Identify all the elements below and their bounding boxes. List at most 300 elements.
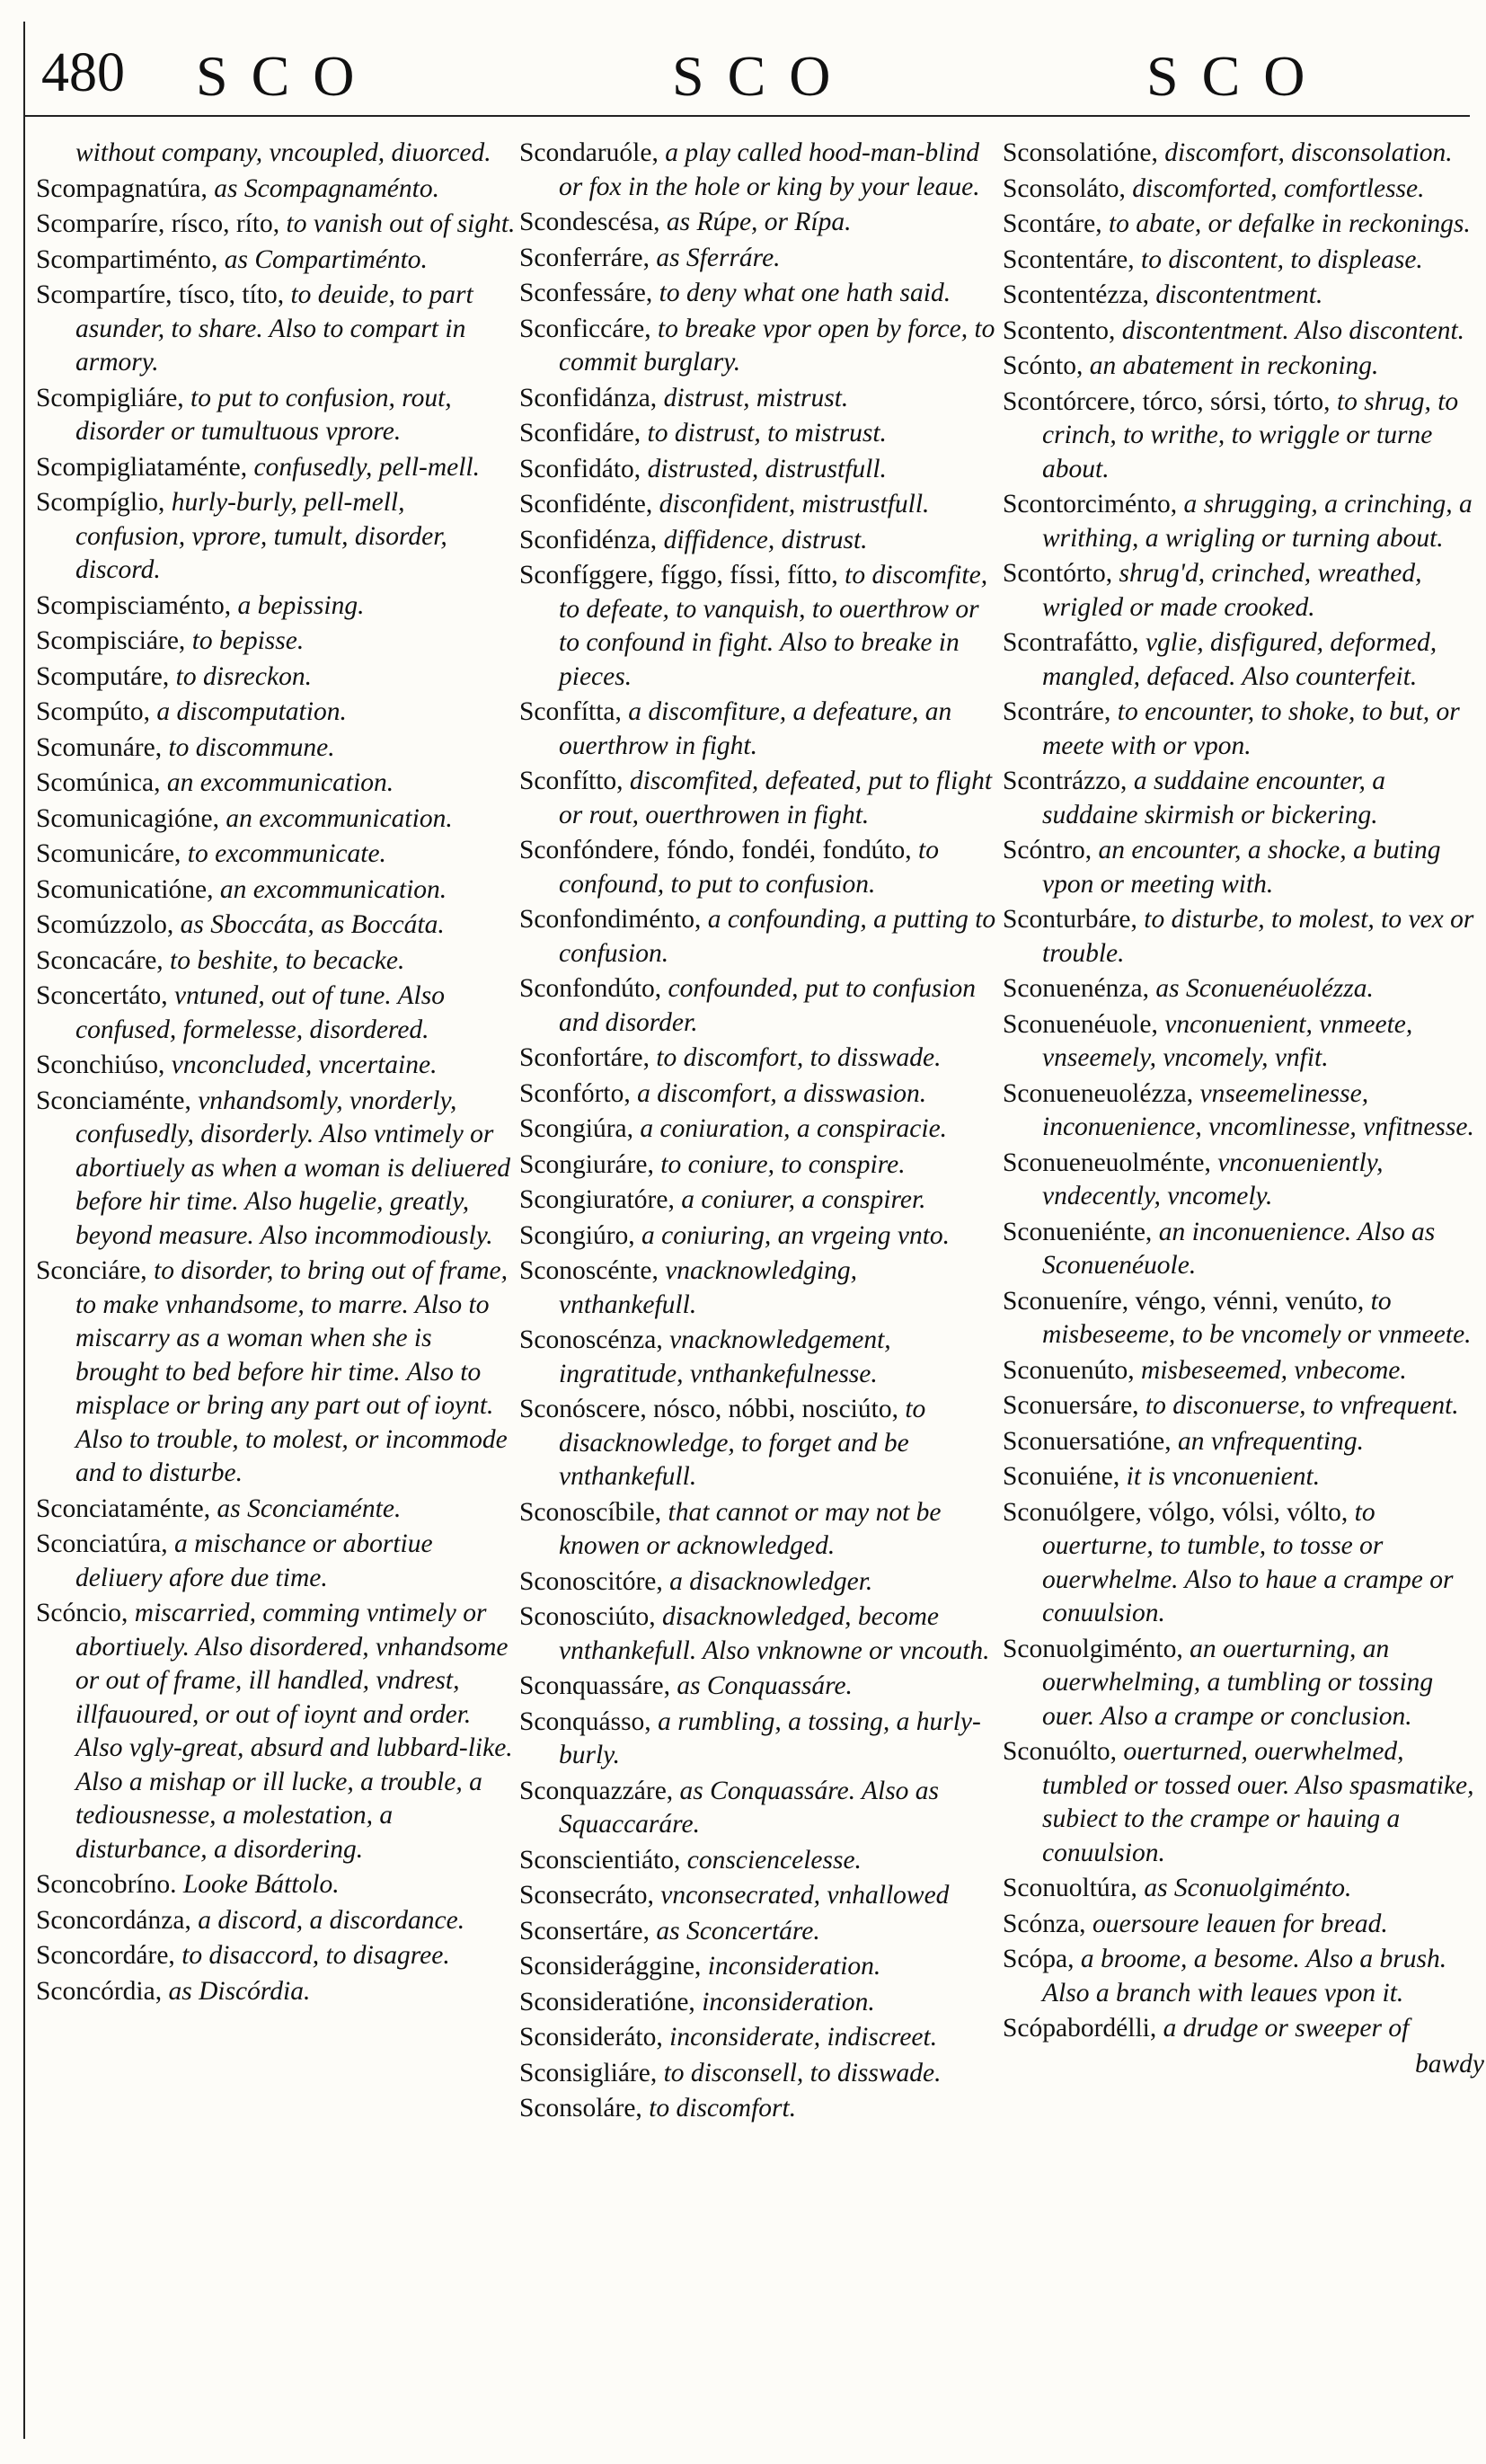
dictionary-entry bbox=[36, 696, 517, 730]
entry-definition: an excommunication. bbox=[166, 768, 394, 797]
entry-definition: to disaccord, to disagree. bbox=[181, 1941, 450, 1970]
dictionary-entry bbox=[1003, 1354, 1484, 1388]
entry-headword: Sconfondúto, bbox=[519, 974, 662, 1003]
dictionary-entry bbox=[519, 834, 1001, 901]
dictionary-entry bbox=[519, 1706, 1001, 1773]
entry-definition: to vanish out of sight. bbox=[286, 209, 516, 238]
running-head-center: SCO bbox=[672, 44, 854, 108]
entry-definition: as Conquassáre. bbox=[677, 1671, 853, 1700]
entry-headword: Sconuólgere, vólgo, vólsi, vólto, bbox=[1003, 1497, 1349, 1527]
entry-headword: Sconueneuolménte, bbox=[1003, 1148, 1211, 1177]
entry-definition: a coniuring, an vrgeing vnto. bbox=[641, 1220, 951, 1250]
dictionary-entry bbox=[1003, 1147, 1484, 1214]
entry-definition: to disreckon. bbox=[175, 661, 312, 691]
entry-headword: Scóncio, bbox=[36, 1599, 128, 1627]
entry-definition: a broome, a besome. Also a brush. Also a branch with leaues vpon it. bbox=[1042, 1945, 1447, 2008]
entry-definition: as Rúpe, or Rípa. bbox=[666, 208, 852, 236]
entry-headword: Sconquassáre, bbox=[519, 1671, 670, 1700]
dictionary-entry bbox=[519, 453, 1001, 487]
dictionary-entry bbox=[519, 488, 1001, 522]
dictionary-entry bbox=[1003, 834, 1484, 901]
dictionary-entry bbox=[1003, 972, 1484, 1006]
entry-definition: to disacknowledge, to forget and be vnthankefull. bbox=[559, 1395, 926, 1491]
dictionary-entry bbox=[36, 208, 517, 242]
entry-headword: Sconciaménte, bbox=[36, 1086, 191, 1115]
entry-headword: Scontrafátto, bbox=[1003, 628, 1139, 657]
entry-headword: Scompúto, bbox=[36, 697, 151, 726]
entry-headword: Sconosciúto, bbox=[519, 1602, 656, 1631]
entry-definition: disconfident, mistrustfull. bbox=[659, 490, 930, 519]
entry-definition: to deny what one hath said. bbox=[659, 279, 951, 307]
entry-definition: vnconsecrated, vnhallowed bbox=[660, 1881, 950, 1910]
entry-headword: Sconfórto, bbox=[519, 1078, 631, 1108]
dictionary-entry bbox=[1003, 1008, 1484, 1076]
dictionary-entry bbox=[519, 2092, 1001, 2126]
entry-headword: Scontento, bbox=[1003, 315, 1116, 345]
entry-definition: as Sconuolgiménto. bbox=[1144, 1874, 1352, 1902]
dictionary-entry bbox=[1003, 1389, 1484, 1423]
dictionary-entry bbox=[519, 972, 1001, 1040]
entry-definition: a coniuration, a conspiracie. bbox=[640, 1114, 948, 1143]
entry-headword: Sconuoltúra, bbox=[1003, 1874, 1137, 1902]
dictionary-entry bbox=[36, 382, 517, 449]
dictionary-entry bbox=[36, 451, 517, 485]
entry-headword: Scongiuráre, bbox=[519, 1149, 654, 1179]
dictionary-entry bbox=[1003, 1496, 1484, 1631]
entry-headword: Sconuenénza, bbox=[1003, 974, 1149, 1003]
entry-definition: inconsiderate, indiscreet. bbox=[669, 2023, 938, 2052]
dictionary-entry bbox=[36, 1493, 517, 1527]
entry-headword: Sconfessáre, bbox=[519, 279, 653, 307]
entry-definition: Looke Báttolo. bbox=[182, 1870, 340, 1899]
entry-headword: Sconfidánza, bbox=[519, 383, 658, 412]
entry-definition: misbeseemed, vnbecome. bbox=[1141, 1355, 1407, 1385]
entry-definition: confounded, put to confusion and disorder. bbox=[559, 974, 977, 1037]
entry-definition: miscarried, comming vntimely or abortiuely. Also disordered, vnhandsome or out of frame, ill handled, vndrest, illfauoured, or out of ioynt and order. Also vgly-great, absurd and lubbard-like. Also a mishap or ill lucke, a trouble, a tediousnesse, a molestation, a disturbance, a disordering. bbox=[75, 1599, 513, 1864]
entry-headword: Sconcertáto, bbox=[36, 981, 168, 1010]
entry-headword: Sconsiderággine, bbox=[519, 1952, 702, 1981]
dictionary-entry bbox=[36, 1085, 517, 1254]
dictionary-entry bbox=[519, 1183, 1001, 1218]
entry-headword: Sconuenúto, bbox=[1003, 1355, 1135, 1385]
entry-definition: discontentment. bbox=[1155, 280, 1323, 309]
dictionary-entry bbox=[519, 524, 1001, 558]
entry-definition: a bepissing. bbox=[237, 590, 365, 620]
entry-definition: confusedly, pell-mell. bbox=[253, 452, 480, 482]
entry-definition: an excommunication. bbox=[219, 874, 447, 904]
entry-headword: Scompigliataménte, bbox=[36, 452, 248, 482]
entry-definition: vnacknowledgement, ingratitude, vnthankefulnesse. bbox=[559, 1325, 891, 1388]
entry-definition: to shrug, to crinch, to writhe, to wriggle or turne about. bbox=[1042, 386, 1459, 483]
dictionary-entry bbox=[36, 838, 517, 872]
entry-definition: to coniure, to conspire. bbox=[660, 1149, 906, 1179]
entry-headword: Sconsoláto, bbox=[1003, 173, 1126, 203]
entry-definition: ouersoure leauen for bread. bbox=[1092, 1909, 1388, 1938]
entry-definition: hurly-burly, pell-mell, confusion, vprore, tumult, disorder, discord. bbox=[75, 488, 447, 584]
dictionary-entry bbox=[1003, 1943, 1484, 2010]
entry-definition: a mischance or abortiue deliuery afore due time. bbox=[75, 1529, 433, 1592]
dictionary-entry bbox=[519, 1986, 1001, 2020]
dictionary-entry bbox=[1003, 137, 1484, 171]
catchword: bawdy bbox=[1414, 2049, 1484, 2078]
dictionary-entry bbox=[519, 1148, 1001, 1183]
entry-definition: to discomfort. bbox=[649, 2094, 797, 2123]
entry-headword: Scompisciáre, bbox=[36, 626, 186, 655]
entry-definition: a drudge or sweeper of bbox=[1163, 2014, 1410, 2043]
entry-definition: a discord, a discordance. bbox=[198, 1905, 465, 1935]
entry-headword: Scontorciménto, bbox=[1003, 490, 1178, 519]
dictionary-entry bbox=[519, 1915, 1001, 1949]
entry-headword: Sconueníre, véngo, vénni, venúto, bbox=[1003, 1286, 1365, 1316]
dictionary-entry bbox=[519, 1879, 1001, 1913]
entry-definition: a rumbling, a tossing, a hurly-burly. bbox=[559, 1706, 981, 1769]
dictionary-entry bbox=[1003, 350, 1484, 384]
entry-definition: that cannot or may not be knowen or acknowledged. bbox=[559, 1497, 942, 1560]
entry-headword: Sconquásso, bbox=[519, 1706, 651, 1736]
dictionary-entry bbox=[1003, 2012, 1484, 2046]
dictionary-entry bbox=[519, 1254, 1001, 1322]
entry-definition: vnconueniently, vndecently, vncomely. bbox=[1042, 1148, 1384, 1210]
entry-headword: Sconsecráto, bbox=[519, 1881, 654, 1910]
entry-headword: Sconuersatióne, bbox=[1003, 1426, 1172, 1456]
dictionary-entry bbox=[519, 417, 1001, 451]
dictionary-entry bbox=[519, 382, 1001, 416]
entry-definition: an excommunication. bbox=[226, 803, 453, 833]
entry-definition: a confounding, a putting to confusion. bbox=[559, 905, 996, 968]
dictionary-entry bbox=[519, 1041, 1001, 1076]
dictionary-entry bbox=[36, 979, 517, 1047]
column-right bbox=[1003, 137, 1484, 2446]
entry-headword: Sconueniénte, bbox=[1003, 1217, 1153, 1246]
entry-headword: Sconfidáre, bbox=[519, 419, 641, 448]
entry-headword: Scompíglio, bbox=[36, 488, 165, 517]
entry-definition: an inconuenience. Also as Sconuenéuole. bbox=[1042, 1217, 1436, 1280]
entry-definition: to discontent, to displease. bbox=[1141, 244, 1423, 274]
dictionary-entry bbox=[1003, 557, 1484, 625]
entry-headword: Sconoscénte, bbox=[519, 1256, 659, 1285]
entry-headword: Scomparíre, rísco, ríto, bbox=[36, 209, 280, 238]
entry-headword: Sconcobríno. bbox=[36, 1870, 177, 1899]
entry-headword: Sconsigliáre, bbox=[519, 2058, 658, 2087]
entry-definition: discomfort, disconsolation. bbox=[1164, 138, 1453, 167]
entry-definition: to encounter, to shoke, to but, or meete with or vpon. bbox=[1042, 697, 1460, 760]
entry-headword: Sconoscénza, bbox=[519, 1325, 663, 1354]
entry-headword: Sconuolgiménto, bbox=[1003, 1634, 1183, 1663]
dictionary-entry bbox=[1003, 1872, 1484, 1906]
entry-headword: Scóntro, bbox=[1003, 836, 1092, 864]
dictionary-entry bbox=[1003, 903, 1484, 971]
entry-headword: Scomúnica, bbox=[36, 768, 161, 797]
dictionary-entry bbox=[1003, 1460, 1484, 1494]
entry-definition: to distrust, to mistrust. bbox=[647, 419, 887, 448]
dictionary-entry bbox=[519, 277, 1001, 311]
entry-headword: Sconfóndere, fóndo, fondéi, fondúto, bbox=[519, 836, 912, 864]
entry-definition: a disacknowledger. bbox=[669, 1566, 873, 1596]
entry-definition: discontentment. Also discontent. bbox=[1121, 315, 1465, 345]
column-left bbox=[36, 137, 517, 2446]
entry-headword: Sconuólto, bbox=[1003, 1737, 1118, 1766]
dictionary-entry bbox=[519, 2057, 1001, 2091]
entry-headword: Sconfortáre, bbox=[519, 1043, 650, 1072]
entry-headword: Sconuersáre, bbox=[1003, 1391, 1139, 1420]
entry-headword: Scontentézza, bbox=[1003, 280, 1149, 309]
dictionary-entry bbox=[1003, 244, 1484, 278]
dictionary-entry bbox=[1003, 1633, 1484, 1734]
entry-definition: to bepisse. bbox=[191, 626, 305, 655]
entry-definition: to beshite, to becacke. bbox=[170, 945, 405, 975]
dictionary-entry bbox=[1003, 173, 1484, 207]
entry-headword: Sconciáre, bbox=[36, 1256, 147, 1285]
entry-definition: discomforted, comfortlesse. bbox=[1132, 173, 1425, 203]
entry-definition: consciencelesse. bbox=[686, 1845, 862, 1875]
dictionary-entry bbox=[519, 903, 1001, 971]
entry-definition: as Conquassáre. Also as Squaccaráre. bbox=[559, 1776, 940, 1839]
entry-definition: it is vnconuenient. bbox=[1126, 1462, 1321, 1491]
dictionary-entry bbox=[1003, 1216, 1484, 1283]
entry-headword: Scontáre, bbox=[1003, 209, 1102, 238]
entry-definition: to disconsell, to disswade. bbox=[663, 2058, 942, 2087]
dictionary-entry bbox=[1003, 696, 1484, 763]
dictionary-entry bbox=[1003, 315, 1484, 349]
dictionary-entry bbox=[519, 1077, 1001, 1112]
entry-definition: a discomputation. bbox=[156, 697, 347, 726]
header-rule bbox=[23, 115, 1470, 117]
dictionary-entry bbox=[36, 1904, 517, 1938]
entry-definition: to deuide, to part asunder, to share. Also to compart in armory. bbox=[75, 280, 473, 377]
dictionary-entry bbox=[36, 1597, 517, 1866]
entry-definition: discomfited, defeated, put to flight or rout, ouerthrowen in fight. bbox=[559, 767, 993, 829]
dictionary-entry bbox=[1003, 1285, 1484, 1352]
entry-headword: Sconficcáre, bbox=[519, 314, 651, 343]
dictionary-entry bbox=[36, 873, 517, 908]
entry-definition: as Sferráre. bbox=[656, 243, 781, 272]
entry-headword: Sconscientiáto, bbox=[519, 1845, 681, 1875]
entry-headword: Sconsolatióne, bbox=[1003, 138, 1158, 167]
dictionary-entry bbox=[36, 1528, 517, 1595]
dictionary-entry bbox=[36, 244, 517, 278]
dictionary-entry bbox=[519, 559, 1001, 694]
entry-headword: Scompisciaménto, bbox=[36, 590, 232, 620]
entry-headword: Scópabordélli, bbox=[1003, 2014, 1157, 2043]
dictionary-entry bbox=[519, 1219, 1001, 1254]
entry-definition: to discomfite, to defeate, to vanquish, to ouerthrow or to confound in fight. Also to breake in pieces. bbox=[559, 561, 988, 691]
entry-definition: vnseemelinesse, inconuenience, vncomlinesse, vnfitnesse. bbox=[1042, 1078, 1474, 1141]
dictionary-entry bbox=[519, 313, 1001, 380]
column-middle bbox=[519, 137, 1001, 2446]
dictionary-entry bbox=[519, 696, 1001, 763]
entry-definition: to excommunicate. bbox=[187, 839, 386, 868]
entry-headword: Sconfíggere, fíggo, físsi, fítto, bbox=[519, 561, 838, 589]
left-border-rule bbox=[23, 22, 25, 2439]
entry-definition: to put to confusion, rout, disorder or tumultuous vprore. bbox=[75, 383, 452, 446]
dictionary-entry bbox=[36, 1868, 517, 1902]
entry-headword: Sconfítto, bbox=[519, 767, 624, 795]
running-head-left: SCO bbox=[196, 44, 378, 108]
dictionary-entry bbox=[519, 765, 1001, 832]
dictionary-entry bbox=[36, 1975, 517, 2009]
entry-definition: diffidence, distrust. bbox=[663, 525, 868, 554]
entry-headword: Sconóscere, nósco, nóbbi, nosciúto, bbox=[519, 1395, 898, 1423]
dictionary-entry bbox=[1003, 386, 1484, 487]
entry-headword: Sconsoláre, bbox=[519, 2094, 642, 2123]
entry-definition: to misbeseeme, to be vncomely or vnmeete. bbox=[1042, 1286, 1472, 1349]
dictionary-entry bbox=[36, 731, 517, 766]
dictionary-entry bbox=[1003, 626, 1484, 694]
dictionary-entry bbox=[36, 486, 517, 588]
entry-definition: without company, vncoupled, diuorced. bbox=[75, 138, 491, 167]
dictionary-entry bbox=[519, 1950, 1001, 1984]
dictionary-entry bbox=[36, 944, 517, 979]
entry-headword: Scondescésa, bbox=[519, 208, 660, 236]
entry-headword: Sconfítta, bbox=[519, 697, 622, 726]
entry-headword: Scónza, bbox=[1003, 1909, 1086, 1938]
dictionary-entry bbox=[36, 173, 517, 207]
entry-headword: Sconuenéuole, bbox=[1003, 1009, 1158, 1039]
dictionary-entry bbox=[36, 1254, 517, 1491]
entry-definition: a discomfiture, a defeature, an ouerthrow in fight. bbox=[559, 697, 952, 760]
entry-definition: to ouerturne, to tumble, to tosse or ouerwhelme. Also to haue a crampe or conuulsion. bbox=[1042, 1497, 1454, 1627]
entry-headword: Sconfidáto, bbox=[519, 454, 641, 483]
entry-headword: Scompartiménto, bbox=[36, 244, 218, 274]
entry-headword: Sconueneuolézza, bbox=[1003, 1078, 1194, 1108]
entry-headword: Sconciataménte, bbox=[36, 1493, 211, 1523]
entry-headword: Sconfidénza, bbox=[519, 525, 658, 554]
entry-headword: Sconturbáre, bbox=[1003, 905, 1137, 934]
entry-headword: Scontrázzo, bbox=[1003, 767, 1128, 795]
entry-definition: an ouerturning, an ouerwhelming, a tumbling or tossing ouer. Also a crampe or conclusion. bbox=[1042, 1634, 1434, 1731]
entry-headword: Scongiúra, bbox=[519, 1114, 633, 1143]
entry-headword: Scondaruóle, bbox=[519, 138, 659, 167]
dictionary-entry bbox=[1003, 1425, 1484, 1459]
dictionary-entry bbox=[519, 1670, 1001, 1704]
dictionary-entry bbox=[1003, 488, 1484, 555]
entry-definition: a play called hood-man-blind or fox in the hole or king by your leaue. bbox=[559, 138, 980, 201]
entry-definition: an abatement in reckoning. bbox=[1089, 351, 1379, 380]
dictionary-entry bbox=[519, 1565, 1001, 1600]
entry-headword: Sconciatúra, bbox=[36, 1529, 168, 1558]
dictionary-entry bbox=[1003, 1735, 1484, 1870]
dictionary-entry bbox=[519, 1775, 1001, 1842]
entry-headword: Scongiúro, bbox=[519, 1220, 635, 1250]
entry-headword: Sconoscitóre, bbox=[519, 1566, 663, 1596]
entry-headword: Scontráre, bbox=[1003, 697, 1111, 726]
entry-headword: Sconcordáre, bbox=[36, 1941, 175, 1970]
dictionary-entry bbox=[1003, 208, 1484, 242]
dictionary-entry bbox=[519, 1393, 1001, 1494]
entry-headword: Sconfondiménto, bbox=[519, 905, 702, 934]
entry-definition: to disturbe, to molest, to vex or trouble. bbox=[1042, 905, 1474, 968]
entry-definition: as Scompagnaménto. bbox=[214, 173, 439, 203]
entry-headword: Sconquazzáre, bbox=[519, 1776, 674, 1805]
dictionary-entry bbox=[519, 1112, 1001, 1147]
dictionary-entry bbox=[519, 1844, 1001, 1878]
entry-definition: to disorder, to bring out of frame, to make vnhandsome, to marre. Also to miscarry as a woman when she is brought to bed before hir time. Also to misplace or bring any part out of ioynt. Also to trouble, to molest, or incommode and to disturbe. bbox=[75, 1256, 508, 1487]
entry-headword: Scontórcere, tórco, sórsi, tórto, bbox=[1003, 386, 1331, 416]
running-head-right: SCO bbox=[1146, 44, 1329, 108]
entry-definition: as Sconciaménte. bbox=[217, 1493, 402, 1523]
dictionary-entry bbox=[1003, 1908, 1484, 1942]
dictionary-entry bbox=[36, 908, 517, 943]
dictionary-entry bbox=[519, 242, 1001, 276]
dictionary-entry bbox=[36, 625, 517, 659]
entry-definition: vnconcluded, vncertaine. bbox=[171, 1050, 438, 1079]
entry-definition: to confound, to put to confusion. bbox=[559, 836, 939, 899]
dictionary-entry bbox=[36, 279, 517, 380]
entry-definition: to discommune. bbox=[168, 732, 335, 762]
entry-definition: an vnfrequenting. bbox=[1177, 1426, 1364, 1456]
entry-headword: Sconsideráto, bbox=[519, 2023, 663, 2052]
entry-headword: Sconchiúso, bbox=[36, 1050, 165, 1079]
entry-definition: to breake vpor open by force, to commit burglary. bbox=[559, 314, 995, 377]
entry-headword: Scontórto, bbox=[1003, 559, 1113, 588]
entry-definition: distrusted, distrustfull. bbox=[647, 454, 887, 483]
entry-definition: as Discórdia. bbox=[168, 1976, 311, 2006]
entry-headword: Sconsideratióne, bbox=[519, 1987, 695, 2016]
entry-definition: vntuned, out of tune. Also confused, formelesse, disordered. bbox=[75, 981, 445, 1044]
entry-headword: Scomúzzolo, bbox=[36, 910, 174, 939]
entry-headword: Scópa, bbox=[1003, 1945, 1075, 1973]
entry-definition: as Sconuenéuolézza. bbox=[1155, 974, 1374, 1003]
entry-headword: Scomunicáre, bbox=[36, 839, 181, 868]
dictionary-entry bbox=[519, 206, 1001, 240]
entry-headword: Sconoscíbile, bbox=[519, 1497, 662, 1527]
dictionary-entry bbox=[519, 1496, 1001, 1564]
entry-definition: vnconuenient, vnmeete, vnseemely, vncomely, vnfit. bbox=[1042, 1009, 1413, 1072]
entry-definition: as Sconcertáre. bbox=[656, 1916, 820, 1945]
entry-definition: shrug'd, crinched, wreathed, wrigled or made crooked. bbox=[1042, 559, 1422, 622]
entry-definition: ouerturned, ouerwhelmed, tumbled or tossed ouer. Also spasmatike, subiect to the crampe or hauing a conuulsion. bbox=[1042, 1737, 1474, 1867]
entry-headword: Scompagnatúra, bbox=[36, 173, 208, 203]
dictionary-entry bbox=[36, 660, 517, 695]
entry-definition: vnhandsomly, vnorderly, confusedly, disorderly. Also vntimely or abortiuely as when a woman is deliuered before hir time. Also hugelie, greatly, beyond measure. Also incommodiously. bbox=[75, 1086, 510, 1250]
entry-definition: vglie, disfigured, deformed, mangled, defaced. Also counterfeit. bbox=[1042, 628, 1437, 691]
dictionary-entry bbox=[36, 802, 517, 837]
dictionary-entry bbox=[1003, 765, 1484, 832]
entry-definition: as Sboccáta, as Boccáta. bbox=[180, 910, 445, 939]
dictionary-entry bbox=[1003, 279, 1484, 313]
dictionary-entry bbox=[1003, 1077, 1484, 1145]
page-number: 480 bbox=[41, 42, 125, 103]
entry-definition: an encounter, a shocke, a buting vpon or meeting with. bbox=[1042, 836, 1441, 899]
entry-headword: Sconcacáre, bbox=[36, 945, 164, 975]
entry-definition: to discomfort, to disswade. bbox=[656, 1043, 942, 1072]
dictionary-entry bbox=[519, 2021, 1001, 2055]
entry-headword: Sconfidénte, bbox=[519, 490, 653, 519]
entry-definition: distrust, mistrust. bbox=[663, 383, 849, 412]
entry-headword: Sconferráre, bbox=[519, 243, 650, 272]
dictionary-entry bbox=[36, 589, 517, 624]
dictionary-entry bbox=[519, 1324, 1001, 1391]
entry-headword: Sconuiéne, bbox=[1003, 1462, 1120, 1491]
entry-definition: a discomfort, a disswasion. bbox=[637, 1078, 927, 1108]
dictionary-entry bbox=[519, 137, 1001, 204]
entry-headword: Scontentáre, bbox=[1003, 244, 1135, 274]
entry-definition: a shrugging, a crinching, a writhing, a wrigling or turning about. bbox=[1042, 490, 1473, 553]
dictionary-entry bbox=[36, 767, 517, 801]
entry-headword: Sconcordánza, bbox=[36, 1905, 191, 1935]
entry-definition: disacknowledged, become vnthankefull. Also vnknowne or vncouth. bbox=[559, 1602, 990, 1665]
entry-definition: to abate, or defalke in reckonings. bbox=[1108, 209, 1471, 238]
entry-headword: Scompartíre, tísco, títo, bbox=[36, 280, 285, 309]
entry-definition: a coniurer, a conspirer. bbox=[681, 1185, 926, 1214]
entry-headword: Scomunicagióne, bbox=[36, 803, 219, 833]
entry-headword: Scomunáre, bbox=[36, 732, 163, 762]
entry-headword: Sconcórdia, bbox=[36, 1976, 163, 2006]
entry-headword: Sconsertáre, bbox=[519, 1916, 650, 1945]
dictionary-entry bbox=[36, 1049, 517, 1083]
entry-headword: Scongiuratóre, bbox=[519, 1185, 675, 1214]
entry-headword: Scomputáre, bbox=[36, 661, 170, 691]
